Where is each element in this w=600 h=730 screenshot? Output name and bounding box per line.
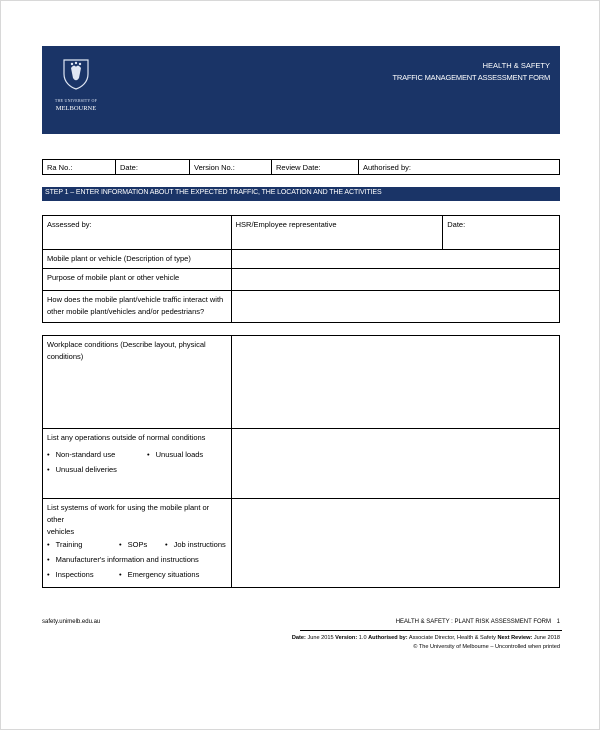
- list-item: • Job instructions: [165, 539, 226, 551]
- footer-meta-line-1: [292, 634, 560, 643]
- interaction-line-2: other mobile plant/vehicles and/or pedestrians?: [47, 307, 205, 316]
- footer-form-title: HEALTH & SAFETY : PLANT RISK ASSESSMENT FORM: [395, 619, 551, 625]
- footer-version-value: 1.0: [358, 635, 367, 641]
- logo-text-university-of: THE UNIVERSITY OF: [54, 98, 98, 103]
- operations-title: List any operations outside of normal conditions: [47, 433, 206, 442]
- operations-value: [231, 429, 559, 499]
- list-item: • Inspections: [47, 569, 119, 581]
- interaction-value: [231, 291, 559, 323]
- footer-authorised-value: Associate Director, Health & Safety: [408, 635, 496, 641]
- list-item: • Unusual loads: [147, 449, 203, 461]
- workplace-line-1: Workplace conditions (Describe layout, physical: [47, 340, 206, 349]
- version-field: Version No.:: [190, 160, 272, 174]
- top-details-row: [42, 159, 560, 175]
- list-item: • Manufacturer's information and instructions: [47, 554, 199, 566]
- systems-line-1: List systems of work for using the mobile plant or other: [47, 503, 210, 524]
- footer-email: safety.unimelb.edu.au: [42, 619, 101, 625]
- footer-authorised-label: Authorised by:: [368, 635, 408, 641]
- list-item: • Emergency situations: [119, 569, 199, 581]
- operations-bullets-row-2: [47, 464, 227, 476]
- interaction-line-1: How does the mobile plant/vehicle traffic interact with: [47, 295, 224, 304]
- systems-bullets-row-2: [47, 554, 227, 566]
- step1-heading: STEP 1 – ENTER INFORMATION ABOUT THE EXPECTED TRAFFIC, THE LOCATION AND THE ACTIVITIES: [42, 187, 560, 201]
- document-title: [392, 60, 550, 84]
- workplace-conditions-label: [43, 336, 232, 429]
- footer-metadata: [292, 634, 560, 652]
- list-item: • SOPs: [119, 539, 165, 551]
- footer-version-label: Version:: [335, 635, 358, 641]
- authorised-by-field: Authorised by:: [363, 163, 411, 172]
- date-field: Date:: [116, 160, 190, 174]
- ra-no-field: Ra No.:: [43, 160, 116, 174]
- footer-next-review-label: Next Review:: [497, 635, 533, 641]
- date-cell: Date:: [443, 216, 560, 250]
- assessed-by-cell: Assessed by:: [43, 216, 232, 250]
- header-banner: [42, 46, 560, 134]
- mobile-plant-label: Mobile plant or vehicle (Description of type): [43, 250, 232, 269]
- conditions-table: [42, 335, 560, 588]
- operations-bullets-row-1: [47, 449, 227, 461]
- systems-bullets-row-1: [47, 539, 227, 551]
- title-line-1: HEALTH & SAFETY: [482, 61, 550, 70]
- operations-cell: [43, 429, 232, 499]
- footer-divider: [300, 630, 562, 631]
- mobile-plant-value: [231, 250, 559, 269]
- workplace-line-2: conditions): [47, 352, 84, 361]
- workplace-conditions-value: [231, 336, 559, 429]
- list-item: • Unusual deliveries: [47, 464, 117, 476]
- review-date-field: Review Date:: [272, 160, 359, 174]
- systems-line-2: vehicles: [47, 527, 75, 536]
- footer-date-label: Date:: [291, 635, 306, 641]
- assessment-table: [42, 215, 560, 323]
- footer-date-value: June 2015: [307, 635, 334, 641]
- logo-text-melbourne: MELBOURNE: [55, 105, 97, 112]
- footer-next-review-value: June 2018: [533, 635, 560, 641]
- purpose-label: Purpose of mobile plant or other vehicle: [43, 269, 232, 291]
- list-item: • Non-standard use: [47, 449, 147, 461]
- hsr-cell: HSR/Employee representative: [231, 216, 443, 250]
- title-line-2: TRAFFIC MANAGEMENT ASSESSMENT FORM: [392, 73, 550, 82]
- university-logo: [54, 54, 98, 124]
- systems-cell: [43, 499, 232, 588]
- crest-icon: [62, 58, 90, 90]
- footer-form-name: [396, 619, 560, 625]
- interaction-label: [43, 291, 232, 323]
- list-item: • Training: [47, 539, 119, 551]
- footer-page-number: 1: [556, 619, 560, 625]
- purpose-value: [231, 269, 559, 291]
- systems-value: [231, 499, 559, 588]
- footer-copyright: © The University of Melbourne – Uncontrolled when printed: [413, 644, 560, 650]
- systems-bullets-row-3: [47, 569, 227, 581]
